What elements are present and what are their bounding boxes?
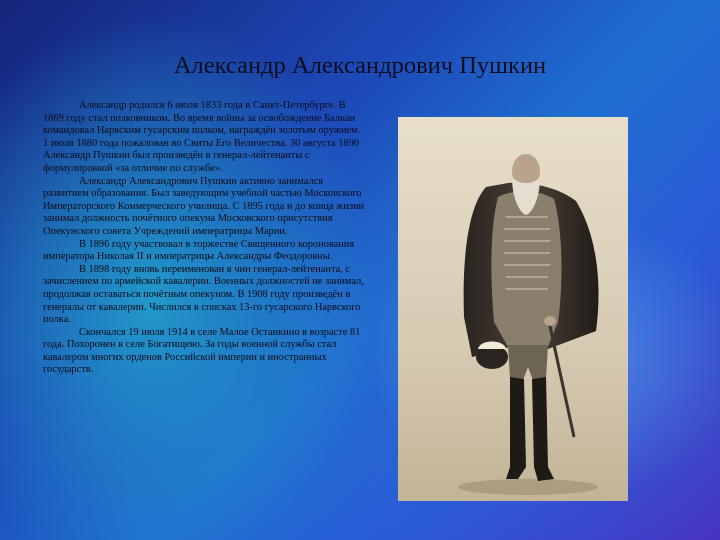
biography-text <box>43 100 368 377</box>
paragraph-education: Александр Александрович Пушкин активно занимался развитием образования. Был заведующим учебной частью Московского Императорского Коммерческого училища. С 1895 года и до конца жизни занимал должность почётного опекуна Московского присутствия Опекунского совета Учреждений императрицы Марии. <box>43 175 365 237</box>
paragraph-death: Скончался 19 июля 1914 в селе Малое Останкино в возрасте 81 года. Похоронен в селе Богатищево. За годы военной службы стал кавалером многих орденов Российской империи и иностранных государств. <box>43 326 361 376</box>
paragraph-coronation: В 1896 году участвовал в торжестве Священного коронования императора Николая II и императрицы Александры Феодоровны. <box>43 238 355 263</box>
paragraph-promotion: В 1898 году вновь переименован в чин генерал-лейтенанта, с зачислением по армейской кавалерии. Военных должностей не занимал, продолжая оставаться почётным опекуном. В 1908 году произведён в генералы от кавалерии. Числился в списках 13-го гусарского Нарвского полка. <box>43 263 364 326</box>
portrait-photo-icon <box>398 117 628 501</box>
paragraph-birth: Александр родился 6 июля 1833 года в Санкт-Петербурге. В 1869 году стал полковником. Во время войны за освобождение Балкан командовал Нарвским гусарским полком, награждён золотым оружием. 1 июля 1880 года пожалован во Свиты Его Величества. 30 августа 1890 Александр Пушкин был произведён в генерал-лейтенанты с формулировкой «за отличие по службе». <box>43 100 361 174</box>
slide-title: Александр Александрович Пушкин <box>173 52 547 79</box>
portrait-photo <box>398 117 628 501</box>
